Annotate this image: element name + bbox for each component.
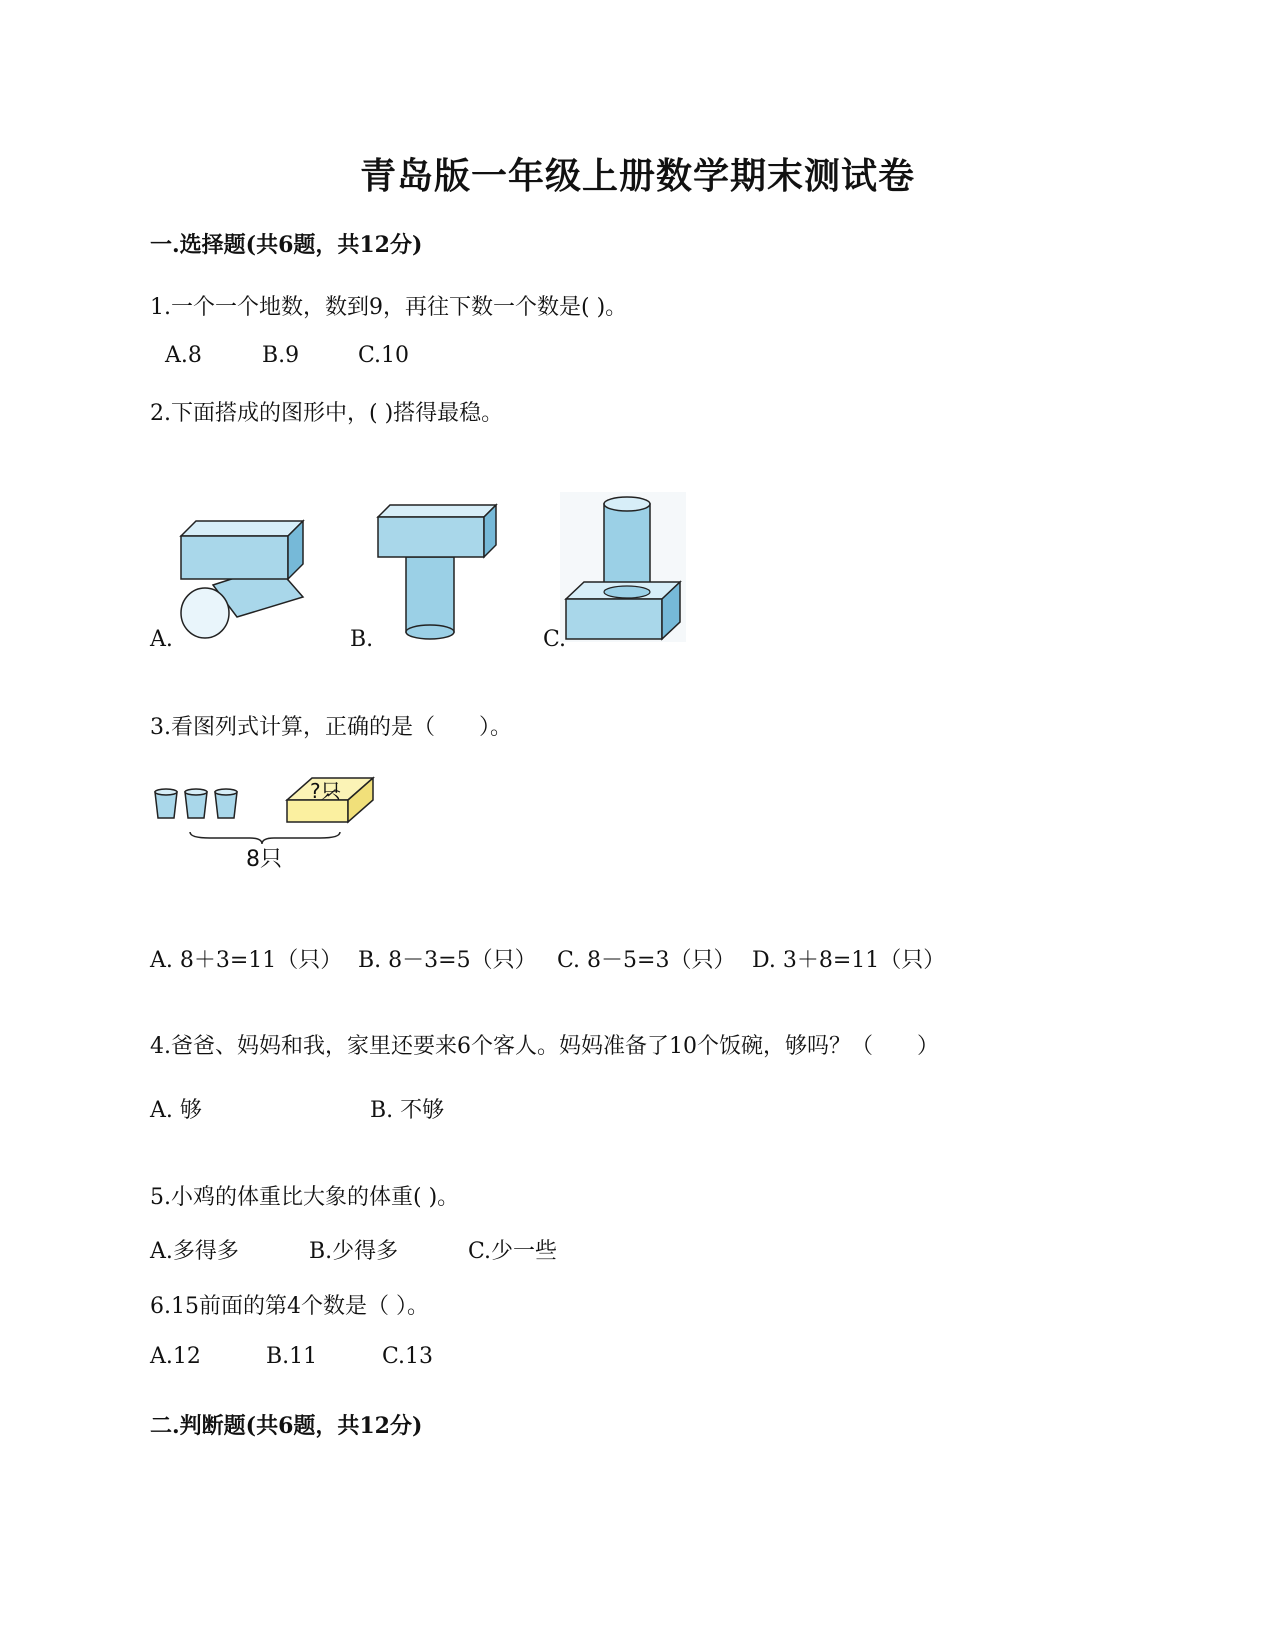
q3-option-c: C. 8－5=3（只） (557, 948, 736, 973)
section-heading-judgement: 二.判断题(共6题，共12分) (150, 1413, 423, 1439)
q3-option-b: B. 8－3=5（只） (358, 948, 537, 973)
q1-option-b: B.9 (262, 343, 300, 368)
q2-figure-c (560, 492, 690, 647)
q2-figure-b (372, 505, 502, 645)
question-3: 3.看图列式计算，正确的是（ ）。 (150, 715, 512, 740)
q3-figure (150, 770, 380, 870)
question-2: 2.下面搭成的图形中，( )搭得最稳。 (150, 401, 504, 426)
q3-option-d: D. 3＋8=11（只） (752, 948, 946, 973)
page-title: 青岛版一年级上册数学期末测试卷 (359, 155, 915, 197)
q6-option-b: B.11 (266, 1344, 318, 1369)
q2-label-b: B. (350, 627, 374, 652)
section-heading-choice: 一.选择题(共6题，共12分) (150, 232, 423, 258)
q4-option-b: B. 不够 (370, 1098, 445, 1123)
box-label: ?只 (310, 779, 341, 803)
question-5: 5.小鸡的体重比大象的体重( )。 (150, 1185, 460, 1210)
q2-figure-a (175, 525, 305, 645)
q5-option-a: A.多得多 (150, 1239, 239, 1264)
cup-icon (185, 789, 207, 818)
question-6: 6.15前面的第4个数是（ ）。 (150, 1294, 429, 1319)
cup-icon (155, 789, 177, 818)
q3-option-a: A. 8＋3=11（只） (150, 948, 343, 973)
q1-option-c: C.10 (358, 343, 410, 368)
q6-option-c: C.13 (382, 1344, 434, 1369)
total-label: 8只 (246, 847, 282, 872)
q6-option-a: A.12 (150, 1344, 201, 1369)
q1-option-a: A.8 (165, 343, 202, 368)
question-4: 4.爸爸、妈妈和我，家里还要来6个客人。妈妈准备了10个饭碗，够吗？（ ） (150, 1034, 939, 1059)
q2-label-c: C. (543, 627, 567, 652)
q5-option-c: C.少一些 (468, 1239, 558, 1264)
cup-icon (215, 789, 237, 818)
q5-option-b: B.少得多 (309, 1239, 399, 1264)
q4-option-a: A. 够 (150, 1098, 202, 1123)
q2-label-a: A. (150, 627, 173, 652)
brace (190, 832, 340, 844)
question-1: 1.一个一个地数，数到9，再往下数一个数是( )。 (150, 295, 628, 320)
